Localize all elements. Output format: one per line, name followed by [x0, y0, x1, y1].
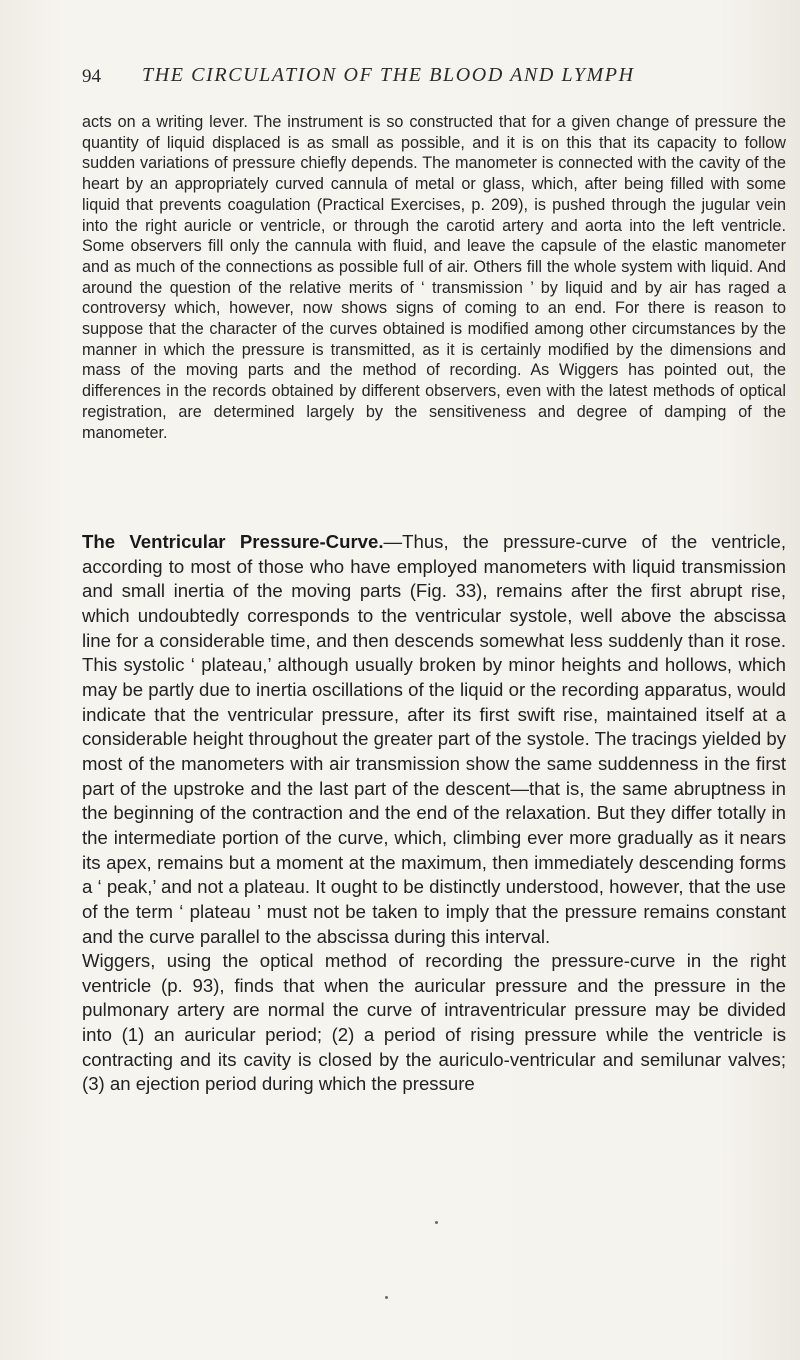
main-text-block — [82, 530, 786, 1097]
ventricular-pressure-paragraph — [82, 530, 786, 949]
small-print-block — [82, 112, 786, 443]
print-speck — [385, 1296, 388, 1299]
print-speck — [435, 1221, 438, 1224]
manometer-paragraph: acts on a writing lever. The instrument is so constructed that for a given change of pressure the quantity of liquid displaced is as small as possible, and it is on this that its capacity to follow sudden variations of pressure chiefly depends. The manometer is connected with the cavity of the heart by an appropriately curved cannula of metal or glass, which, after being filled with some liquid that prevents coagulation (Practical Exercises, p. 209), is pushed through the jugular vein into the right auricle or ventricle, or through the carotid artery and aorta into the left ventricle. Some observers fill only the cannula with fluid, and leave the capsule of the elastic manometer and as much of the connections as possible full of air. Others fill the whole system with liquid. And around the question of the relative merits of ‘ transmission ’ by liquid and by air has raged a controversy which, however, now shows signs of coming to an end. For there is reason to suppose that the character of the curves obtained is modified among other circumstances by the manner in which the pressure is transmitted, as it is certainly modified by the dimensions and mass of the moving parts and the method of recording. As Wiggers has pointed out, the differences in the records obtained by different observers, even with the latest methods of optical registration, are determined largely by the sensitiveness and degree of damping of the manometer. — [82, 113, 786, 442]
section-heading: The Ventricular Pressure-Curve. — [82, 531, 384, 552]
page-header — [82, 60, 762, 90]
wiggers-paragraph: Wiggers, using the optical method of recording the pressure-curve in the right ventricle (p. 93), finds that when the auricular pressure and the pressure in the pulmonary artery are normal the curve of intraventricular pressure may be divided into (1) an auricular period; (2) a period of rising pressure while the ventricle is contracting and its cavity is closed by the auriculo-ventricular and semilunar valves; (3) an ejection period during which the pressure — [82, 950, 786, 1095]
running-title: THE CIRCULATION OF THE BLOOD AND LYMPH — [142, 64, 635, 86]
page-number: 94 — [82, 66, 101, 87]
section-paragraph-text: —Thus, the pressure-curve of the ventricle, according to most of those who have employed manometers with liquid transmission and small inertia of the moving parts (Fig. 33), remains after the first abrupt rise, which undoubtedly corresponds to the ventricular systole, well above the abscissa line for a considerable time, and then descends somewhat less suddenly than it rose. This systolic ‘ plateau,’ although usually broken by minor heights and hollows, which may be partly due to inertia oscillations of the liquid or the recording apparatus, would indicate that the ventricular pressure, after its first swift rise, maintained itself at a considerable height throughout the greater part of the systole. The tracings yielded by most of the manometers with air transmission show the same suddenness in the first part of the upstroke and the last part of the descent—that is, the same abruptness in the beginning of the contraction and the end of the relaxation. But they differ totally in the intermediate portion of the curve, which, climbing ever more gradually as it nears its apex, remains but a moment at the maximum, then immediately descending forms a ‘ peak,’ and not a plateau. It ought to be distinctly understood, however, that the use of the term ‘ plateau ’ must not be taken to imply that the pressure remains constant and the curve parallel to the abscissa during this interval. — [82, 531, 786, 947]
